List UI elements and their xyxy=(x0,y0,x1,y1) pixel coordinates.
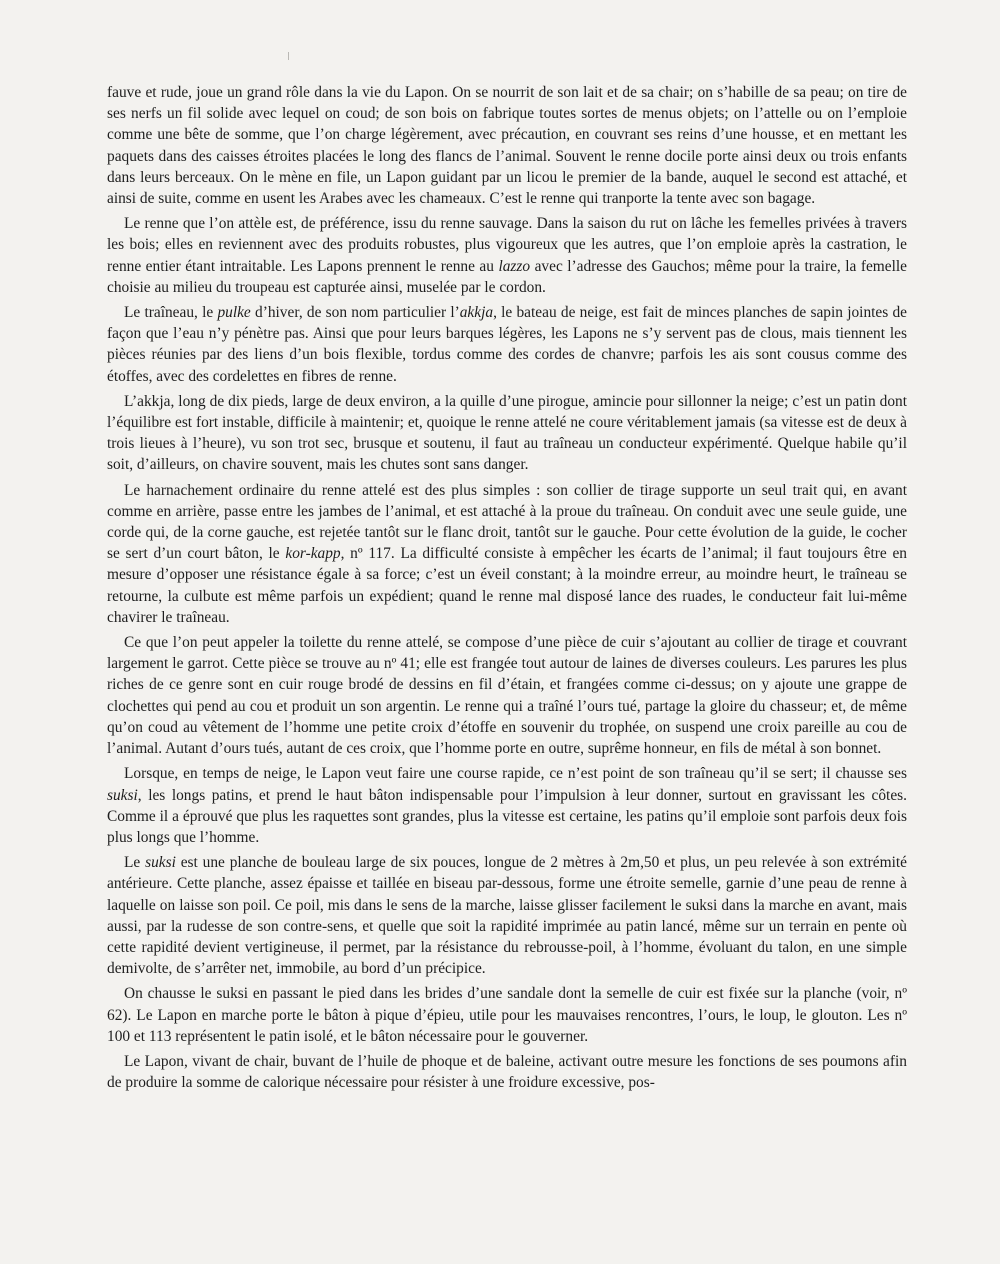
italic-term: kor-kapp xyxy=(285,545,341,563)
text-run: d’hiver, de son nom particulier l’ xyxy=(250,304,460,322)
paragraph xyxy=(107,82,907,209)
text-run: Le traîneau, le xyxy=(124,304,218,322)
text-run: , les longs patins, et prend le haut bâton indispensable pour l’impulsion à leur donner, surtout en gravissant les côtes. Comme il a éprouvé que plus les raquettes sont grandes, plus la vitesse est certaine, les patins qu’il emploie sont parfois deux fois plus longs que l’homme. xyxy=(107,786,907,846)
text-run: Le Lapon, vivant de chair, buvant de l’huile de phoque et de baleine, activant outre mesure les fonctions de ses poumons afin de produire la somme de calorique nécessaire pour résister à une froidure excessive, pos- xyxy=(107,1052,907,1092)
italic-term: suksi xyxy=(145,854,176,872)
text-run: avec l’adresse des Gauchos; même pour la traire, la femelle choisie au milieu du troupeau est capturée ainsi, muselée par le cordon. xyxy=(107,257,907,296)
paragraph xyxy=(107,302,907,387)
paragraph xyxy=(107,1051,907,1093)
text-run: Le xyxy=(124,854,146,872)
paragraph xyxy=(107,983,907,1047)
page-mark xyxy=(288,52,289,60)
text-run: Le harnachement ordinaire du renne attelé est des plus simples : son collier de tirage supporte un seul trait qui, en avant comme en arrière, passe entre les jambes de l’animal, et est attaché à la proue du traîneau. On conduit avec une seule guide, une corde qui, de la corne gauche, est rejetée tantôt sur le flanc droit, tantôt sur le gauche. Pour cette évolution de la guide, le cocher se sert d’un court bâton, le xyxy=(107,481,907,563)
italic-term: pulke xyxy=(217,304,251,322)
paragraph xyxy=(107,632,907,759)
text-run: , le bateau de neige, est fait de minces planches de sapin jointes de façon que l’eau n’y pénètre pas. Ainsi que pour leurs barques légères, les Lapons ne s’y servent pas de clous, mais tiennent les pièces réunies par des liens d’un bois flexible, tordus comme des cordes de chanvre; parfois les ais sont cousus comme des étoffes, avec des cordelettes en fibres de renne. xyxy=(107,304,907,385)
paragraph xyxy=(107,213,907,298)
paragraph xyxy=(107,480,907,628)
paragraph xyxy=(107,763,907,848)
italic-term: akkja xyxy=(459,304,494,322)
paragraph xyxy=(107,852,907,979)
text-run: , nº 117. La difficulté consiste à empêcher les écarts de l’animal; il faut toujours être en mesure d’opposer une résistance égale à sa force; c’est un éveil constant; à la moindre erreur, au moindre heurt, le traîneau se retourne, la culbute est même parfois un expédient; quand le renne mal disposé lance des ruades, le conducteur fait lui-même chavirer le traîneau. xyxy=(107,545,907,626)
body-text xyxy=(107,82,907,1093)
text-run: est une planche de bouleau large de six pouces, longue de 2 mètres à 2m,50 et plus, un peu relevée à son extrémité antérieure. Cette planche, assez épaisse et taillée en biseau par-dessous, forme une étroite semelle, garnie d’une peau de renne à laquelle on laisse son poil. Ce poil, mis dans le sens de la marche, laisse glisser facilement le suksi dans la marche en avant, mais aussi, par la rudesse de son contre-sens, et quelle que soit la rapidité imprimée au patin lancé, même sur un terrain en pente où cette rapidité devient vertigineuse, il permet, par la résistance du rebrousse-poil, à l’homme, évoluant du talon, en une simple demivolte, de s’arrêter net, immobile, au bord d’un précipice. xyxy=(107,854,907,978)
text-run: Ce que l’on peut appeler la toilette du renne attelé, se compose d’une pièce de cuir s’ajoutant au collier de tirage et couvrant largement le garrot. Cette pièce se trouve au nº 41; elle est frangée tout autour de laines de diverses couleurs. Les parures les plus riches de ce genre sont en cuir rouge brodé de dessins en fil d’étain, et frangées comme ci-dessus; on y ajoute une grappe de clochettes qui pend au cou et produit un son argentin. Le renne qui a traîné l’ours tué, partage la gloire du chasseur; et, de même qu’on coud au vêtement de l’homme une petite croix d’étoffe en souvenir du trophée, on suspend une croix pareille au cou de l’animal. Autant d’ours tués, autant de ces croix, que l’homme porte en outre, suprême honneur, en fils de métal à son bonnet. xyxy=(107,634,907,758)
text-run: On chausse le suksi en passant le pied dans les brides d’une sandale dont la semelle de cuir est fixée sur la planche (voir, nº 62). Le Lapon en marche porte le bâton à pique d’épieu, utile pour les mauvaises rencontres, l’ours, le loup, le glouton. Les nº 100 et 113 représentent le patin isolé, et le bâton nécessaire pour le gouverner. xyxy=(107,985,907,1045)
text-run: fauve et rude, joue un grand rôle dans la vie du Lapon. On se nourrit de son lait et de sa chair; on s’habille de sa peau; on tire de ses nerfs un fil solide avec lequel on coud; de son bois on fabrique toutes sortes de menus objets; on l’attelle ou on l’emploie comme une bête de somme, que l’on charge légèrement, avec précaution, en couvrant ses reins d’une housse, et en mettant les paquets dans des caisses étroites placées le long des flancs de l’animal. Souvent le renne docile porte ainsi deux ou trois enfants dans leurs berceaux. On le mène en file, un Lapon guidant par un licou le premier de la bande, auquel le second est attaché, et ainsi de suite, comme en usent les Arabes avec les chameaux. C’est le renne qui tranporte la tente avec son bagage. xyxy=(107,84,907,208)
text-run: Lorsque, en temps de neige, le Lapon veut faire une course rapide, ce n’est point de son traîneau qu’il se sert; il chausse ses xyxy=(124,765,907,783)
paragraph xyxy=(107,391,907,476)
text-run: Le renne que l’on attèle est, de préférence, issu du renne sauvage. Dans la saison du rut on lâche les femelles privées à travers les bois; elles en reviennent avec des produits robustes, plus vigoureux que les autres, que l’on emploie après la castration, le renne entier étant intraitable. Les Lapons prennent le renne au xyxy=(107,215,907,275)
text-run: L’akkja, long de dix pieds, large de deux environ, a la quille d’une pirogue, amincie pour sillonner la neige; c’est un patin dont l’équilibre est fort instable, difficile à maintenir; et, quoique le renne attelé ne coure véritablement jamais (sa vitesse est de deux à trois lieues à l’heure), vu son trot sec, brusque et soutenu, il faut au traîneau un conducteur expérimenté. Quelque habile qu’il soit, d’ailleurs, on chavire souvent, mais les chutes sont sans danger. xyxy=(107,392,907,474)
italic-term: suksi xyxy=(107,786,138,804)
italic-term: lazzo xyxy=(498,257,531,275)
